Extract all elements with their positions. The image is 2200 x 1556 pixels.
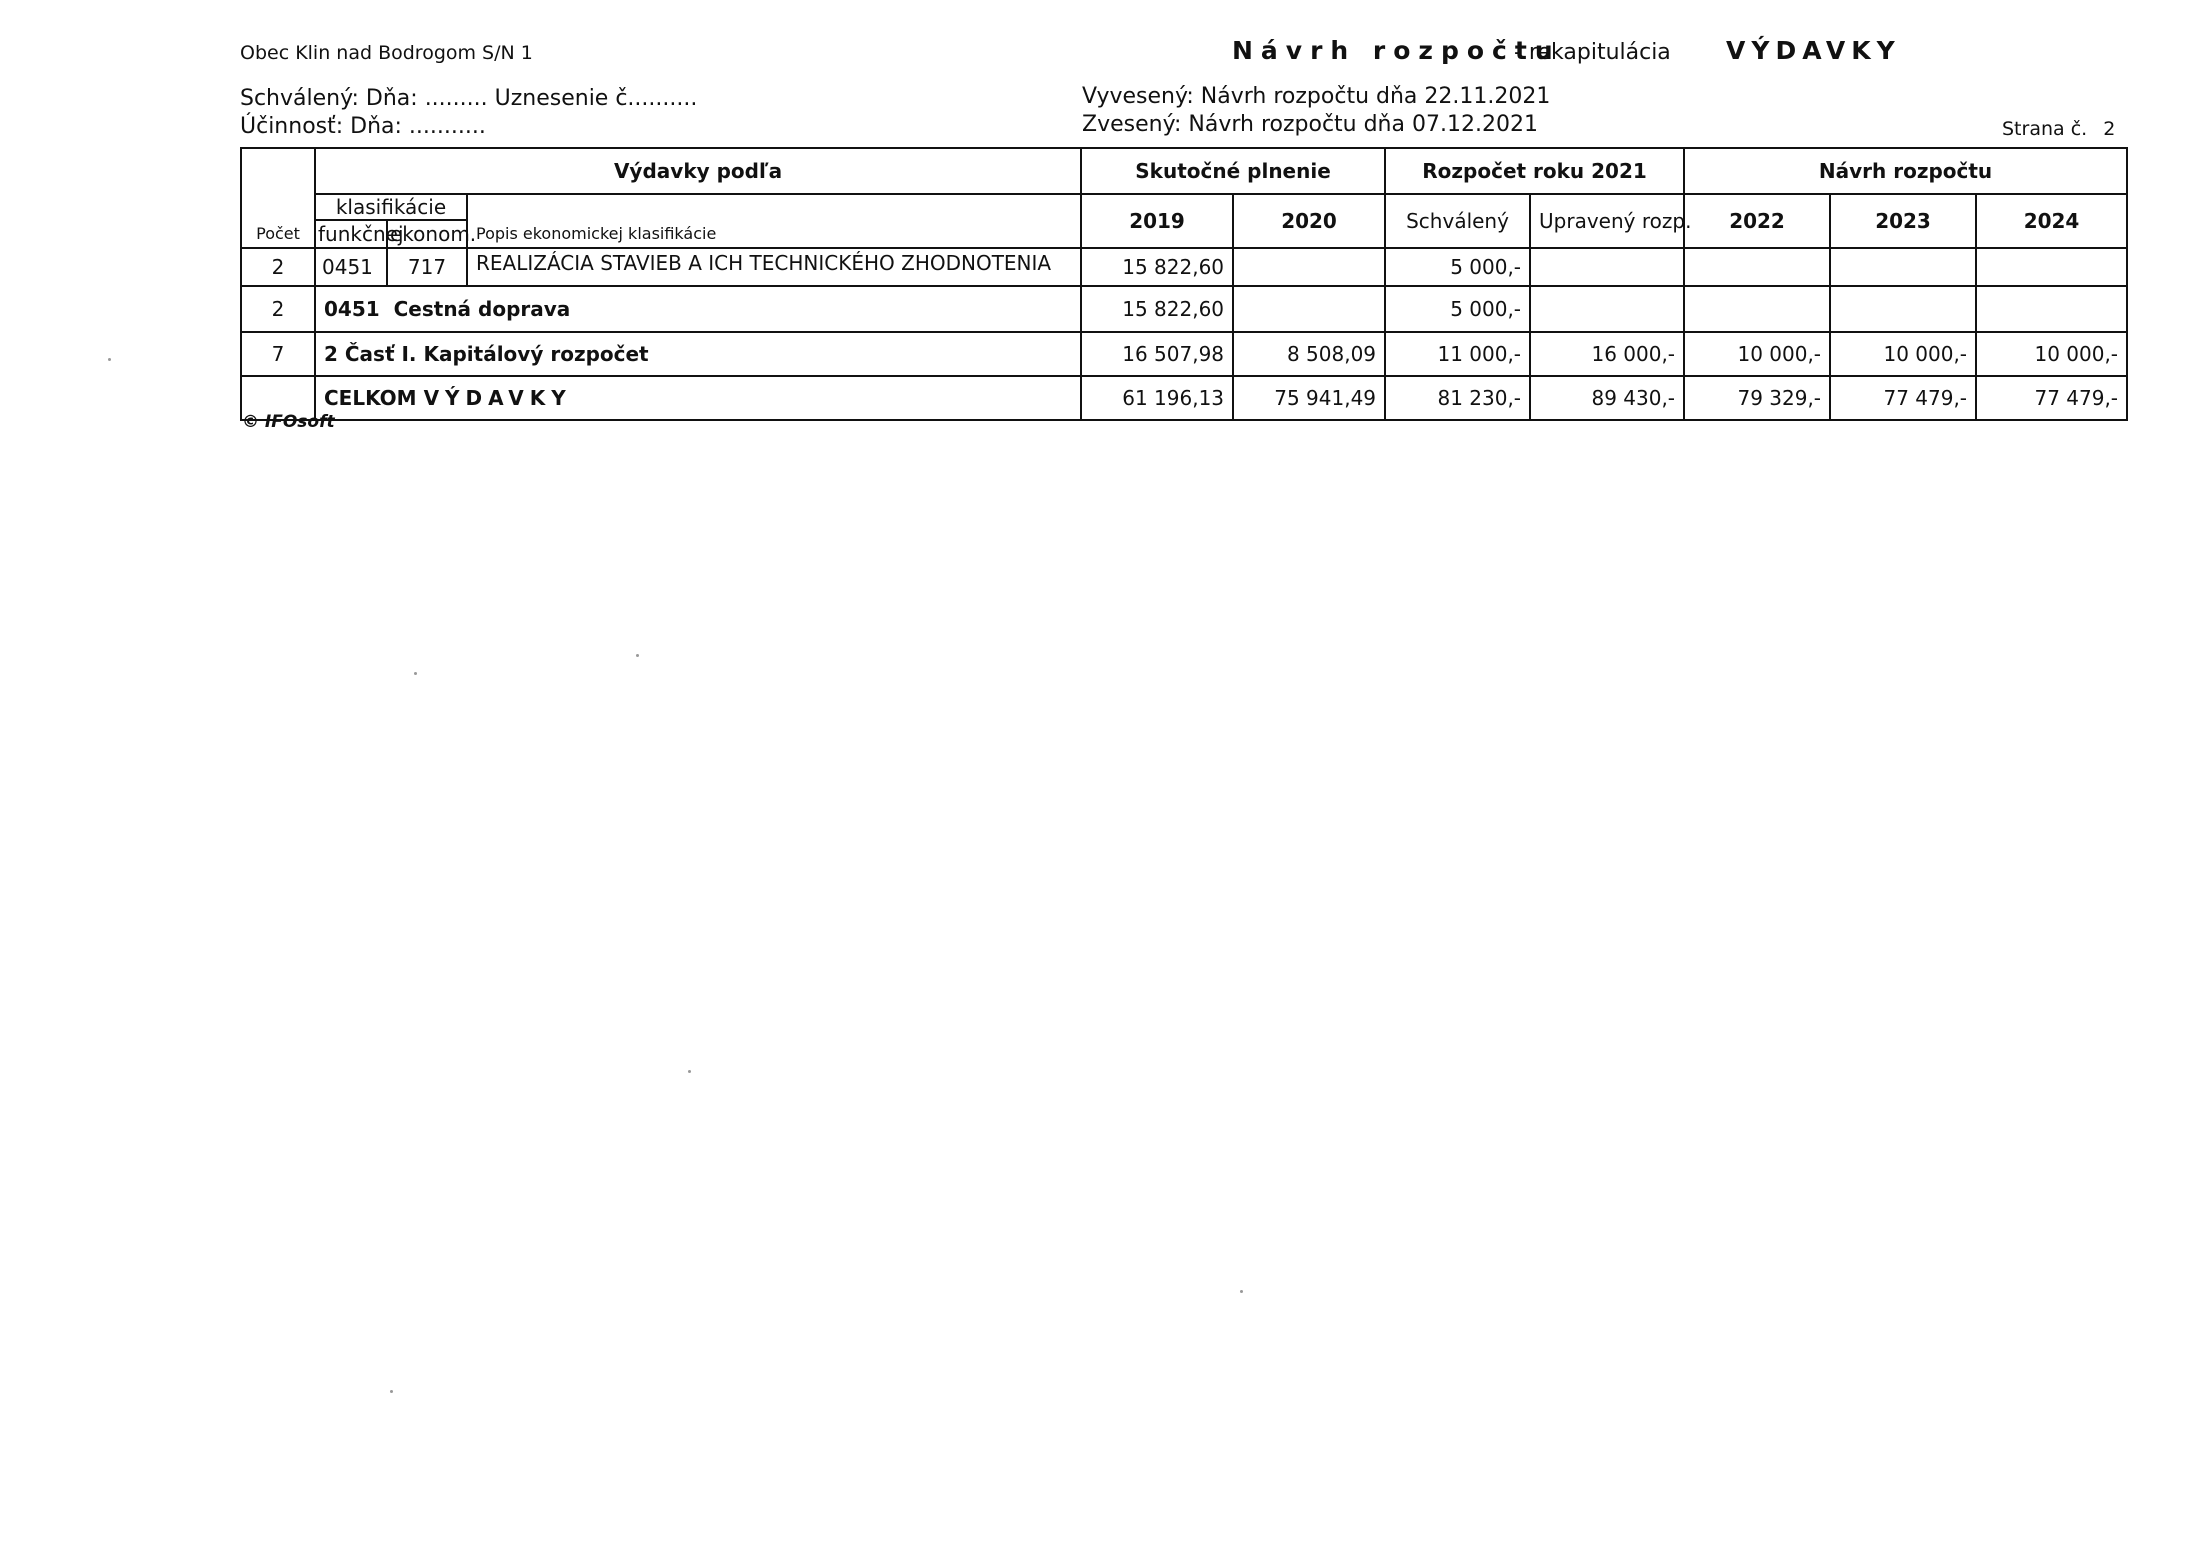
row-value-2024 — [1976, 286, 2127, 332]
header-2024: 2024 — [1976, 194, 2127, 248]
row-economic-code: 717 — [387, 248, 467, 286]
row-label: 2 Časť I. Kapitálový rozpočet — [315, 332, 1081, 376]
header-economic: ekonom. — [387, 220, 467, 248]
removed-line: Zvesený: Návrh rozpočtu dňa 07.12.2021 — [1082, 112, 1538, 137]
budget-table — [240, 147, 2128, 421]
total-value-2023: 77 479,- — [1830, 376, 1976, 420]
row-value-2019: 16 507,98 — [1081, 332, 1233, 376]
row-value-adjusted — [1530, 286, 1684, 332]
row-value-2024: 10 000,- — [1976, 332, 2127, 376]
total-label-b: VÝDAVKY — [423, 386, 572, 410]
total-value-2019: 61 196,13 — [1081, 376, 1233, 420]
row-value-2022 — [1684, 248, 1830, 286]
row-value-2020 — [1233, 248, 1385, 286]
total-value-2024: 77 479,- — [1976, 376, 2127, 420]
row-value-2024 — [1976, 248, 2127, 286]
row-value-2023 — [1830, 286, 1976, 332]
row-value-2019: 15 822,60 — [1081, 286, 1233, 332]
row-value-2023: 10 000,- — [1830, 332, 1976, 376]
header-functional: funkčnej — [315, 220, 387, 248]
row-value-2019: 15 822,60 — [1081, 248, 1233, 286]
section-label: VÝDAVKY — [1726, 36, 1901, 65]
row-label — [315, 286, 1081, 332]
row-functional-code: 0451 — [315, 248, 387, 286]
posted-line: Vyvesený: Návrh rozpočtu dňa 22.11.2021 — [1082, 84, 1551, 109]
header-2022: 2022 — [1684, 194, 1830, 248]
page-number: 2 — [2103, 118, 2116, 140]
scan-speck — [688, 1070, 691, 1073]
total-row — [241, 376, 2127, 420]
total-value-approved: 81 230,- — [1385, 376, 1530, 420]
scan-speck — [414, 672, 417, 675]
scan-speck — [108, 358, 111, 361]
header-budget-year: Rozpočet roku 2021 — [1385, 148, 1684, 194]
header-2019: 2019 — [1081, 194, 1233, 248]
header-classification: klasifikácie — [315, 194, 467, 220]
row-count: 2 — [241, 248, 315, 286]
scan-speck — [1240, 1290, 1243, 1293]
row-value-2020 — [1233, 286, 1385, 332]
header-approved: Schválený — [1385, 194, 1530, 248]
row-value-adjusted — [1530, 248, 1684, 286]
total-label-a: CELKOM — [324, 386, 417, 410]
table-row — [241, 286, 2127, 332]
header-description: Popis ekonomickej klasifikácie — [467, 194, 1081, 248]
header-row-groups — [241, 148, 2127, 194]
header-adjusted: Upravený rozp. — [1530, 194, 1684, 248]
scan-speck — [636, 654, 639, 657]
effect-line: Účinnosť: Dňa: ........... — [240, 114, 486, 139]
copyright-footer: © IFOsoft — [242, 412, 335, 432]
header-2023: 2023 — [1830, 194, 1976, 248]
row-description: REALIZÁCIA STAVIEB A ICH TECHNICKÉHO ZHODNOTENIA — [467, 248, 1081, 286]
approved-line: Schválený: Dňa: ......... Uznesenie č.......... — [240, 86, 698, 111]
row-label-text: Cestná doprava — [393, 297, 571, 321]
table-row — [241, 248, 2127, 286]
header-actual: Skutočné plnenie — [1081, 148, 1385, 194]
total-value-adjusted: 89 430,- — [1530, 376, 1684, 420]
row-code: 0451 — [324, 297, 380, 321]
row-value-2023 — [1830, 248, 1976, 286]
row-value-approved: 11 000,- — [1385, 332, 1530, 376]
row-value-2022: 10 000,- — [1684, 332, 1830, 376]
header-row-classification — [241, 194, 2127, 220]
header-2020: 2020 — [1233, 194, 1385, 248]
document-title: Návrh rozpočtu — [1232, 36, 1561, 65]
document-subtitle: - rekapitulácia — [1514, 40, 1671, 65]
row-value-adjusted: 16 000,- — [1530, 332, 1684, 376]
header-proposal: Návrh rozpočtu — [1684, 148, 2127, 194]
header-count: Počet — [241, 148, 315, 248]
row-count: 7 — [241, 332, 315, 376]
row-value-approved: 5 000,- — [1385, 248, 1530, 286]
page-indicator — [2002, 118, 2115, 140]
total-value-2020: 75 941,49 — [1233, 376, 1385, 420]
row-value-2020: 8 508,09 — [1233, 332, 1385, 376]
table-row — [241, 332, 2127, 376]
row-value-2022 — [1684, 286, 1830, 332]
organization-name: Obec Klin nad Bodrogom S/N 1 — [240, 42, 533, 64]
page-label: Strana č. — [2002, 118, 2088, 140]
row-count: 2 — [241, 286, 315, 332]
row-value-approved: 5 000,- — [1385, 286, 1530, 332]
scan-speck — [390, 1390, 393, 1393]
total-value-2022: 79 329,- — [1684, 376, 1830, 420]
header-expenses-by: Výdavky podľa — [315, 148, 1081, 194]
total-label — [315, 376, 1081, 420]
